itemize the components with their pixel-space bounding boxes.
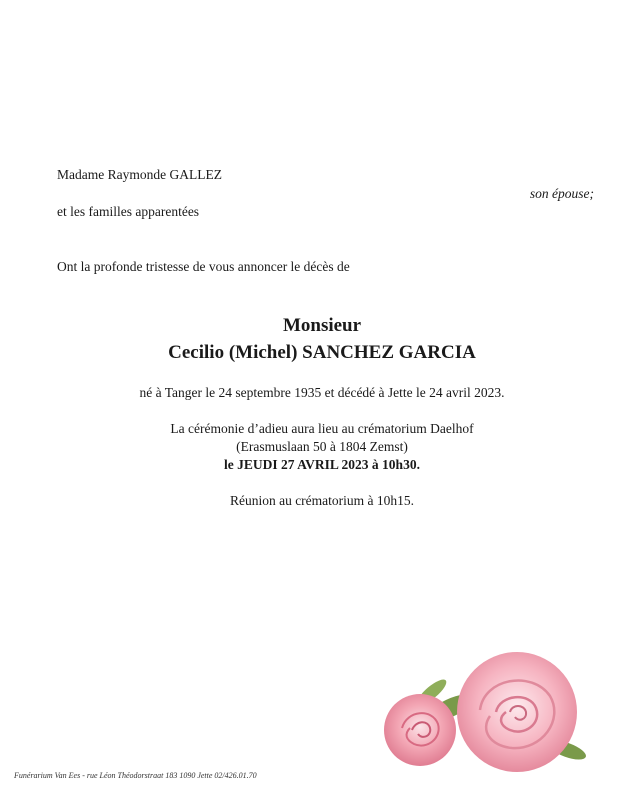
ceremony-line: La cérémonie d’adieu aura lieu au crématorium Daelhof <box>170 421 474 436</box>
ceremony-datetime: le JEUDI 27 AVRIL 2023 à 10h30. <box>224 457 420 472</box>
widow-role: son épouse; <box>529 186 594 201</box>
widow-name: Madame Raymonde GALLEZ <box>57 167 222 182</box>
deceased-title: Monsieur <box>282 315 362 336</box>
pink-roses-icon <box>372 600 622 800</box>
families-line: et les familles apparentées <box>57 204 200 219</box>
announce-line: Ont la profonde tristesse de vous annoncer le décès de <box>57 259 350 274</box>
reunion-line: Réunion au crématorium à 10h15. <box>229 493 415 508</box>
footer-funeral-home: Funérarium Van Ees - rue Léon Théodorstraat 183 1090 Jette 02/426.01.70 <box>14 771 257 780</box>
ceremony-address: (Erasmuslaan 50 à 1804 Zemst) <box>236 439 408 454</box>
deceased-name: Cecilio (Michel) SANCHEZ GARCIA <box>168 342 476 363</box>
birth-death-line: né à Tanger le 24 septembre 1935 et décédé à Jette le 24 avril 2023. <box>139 385 505 400</box>
